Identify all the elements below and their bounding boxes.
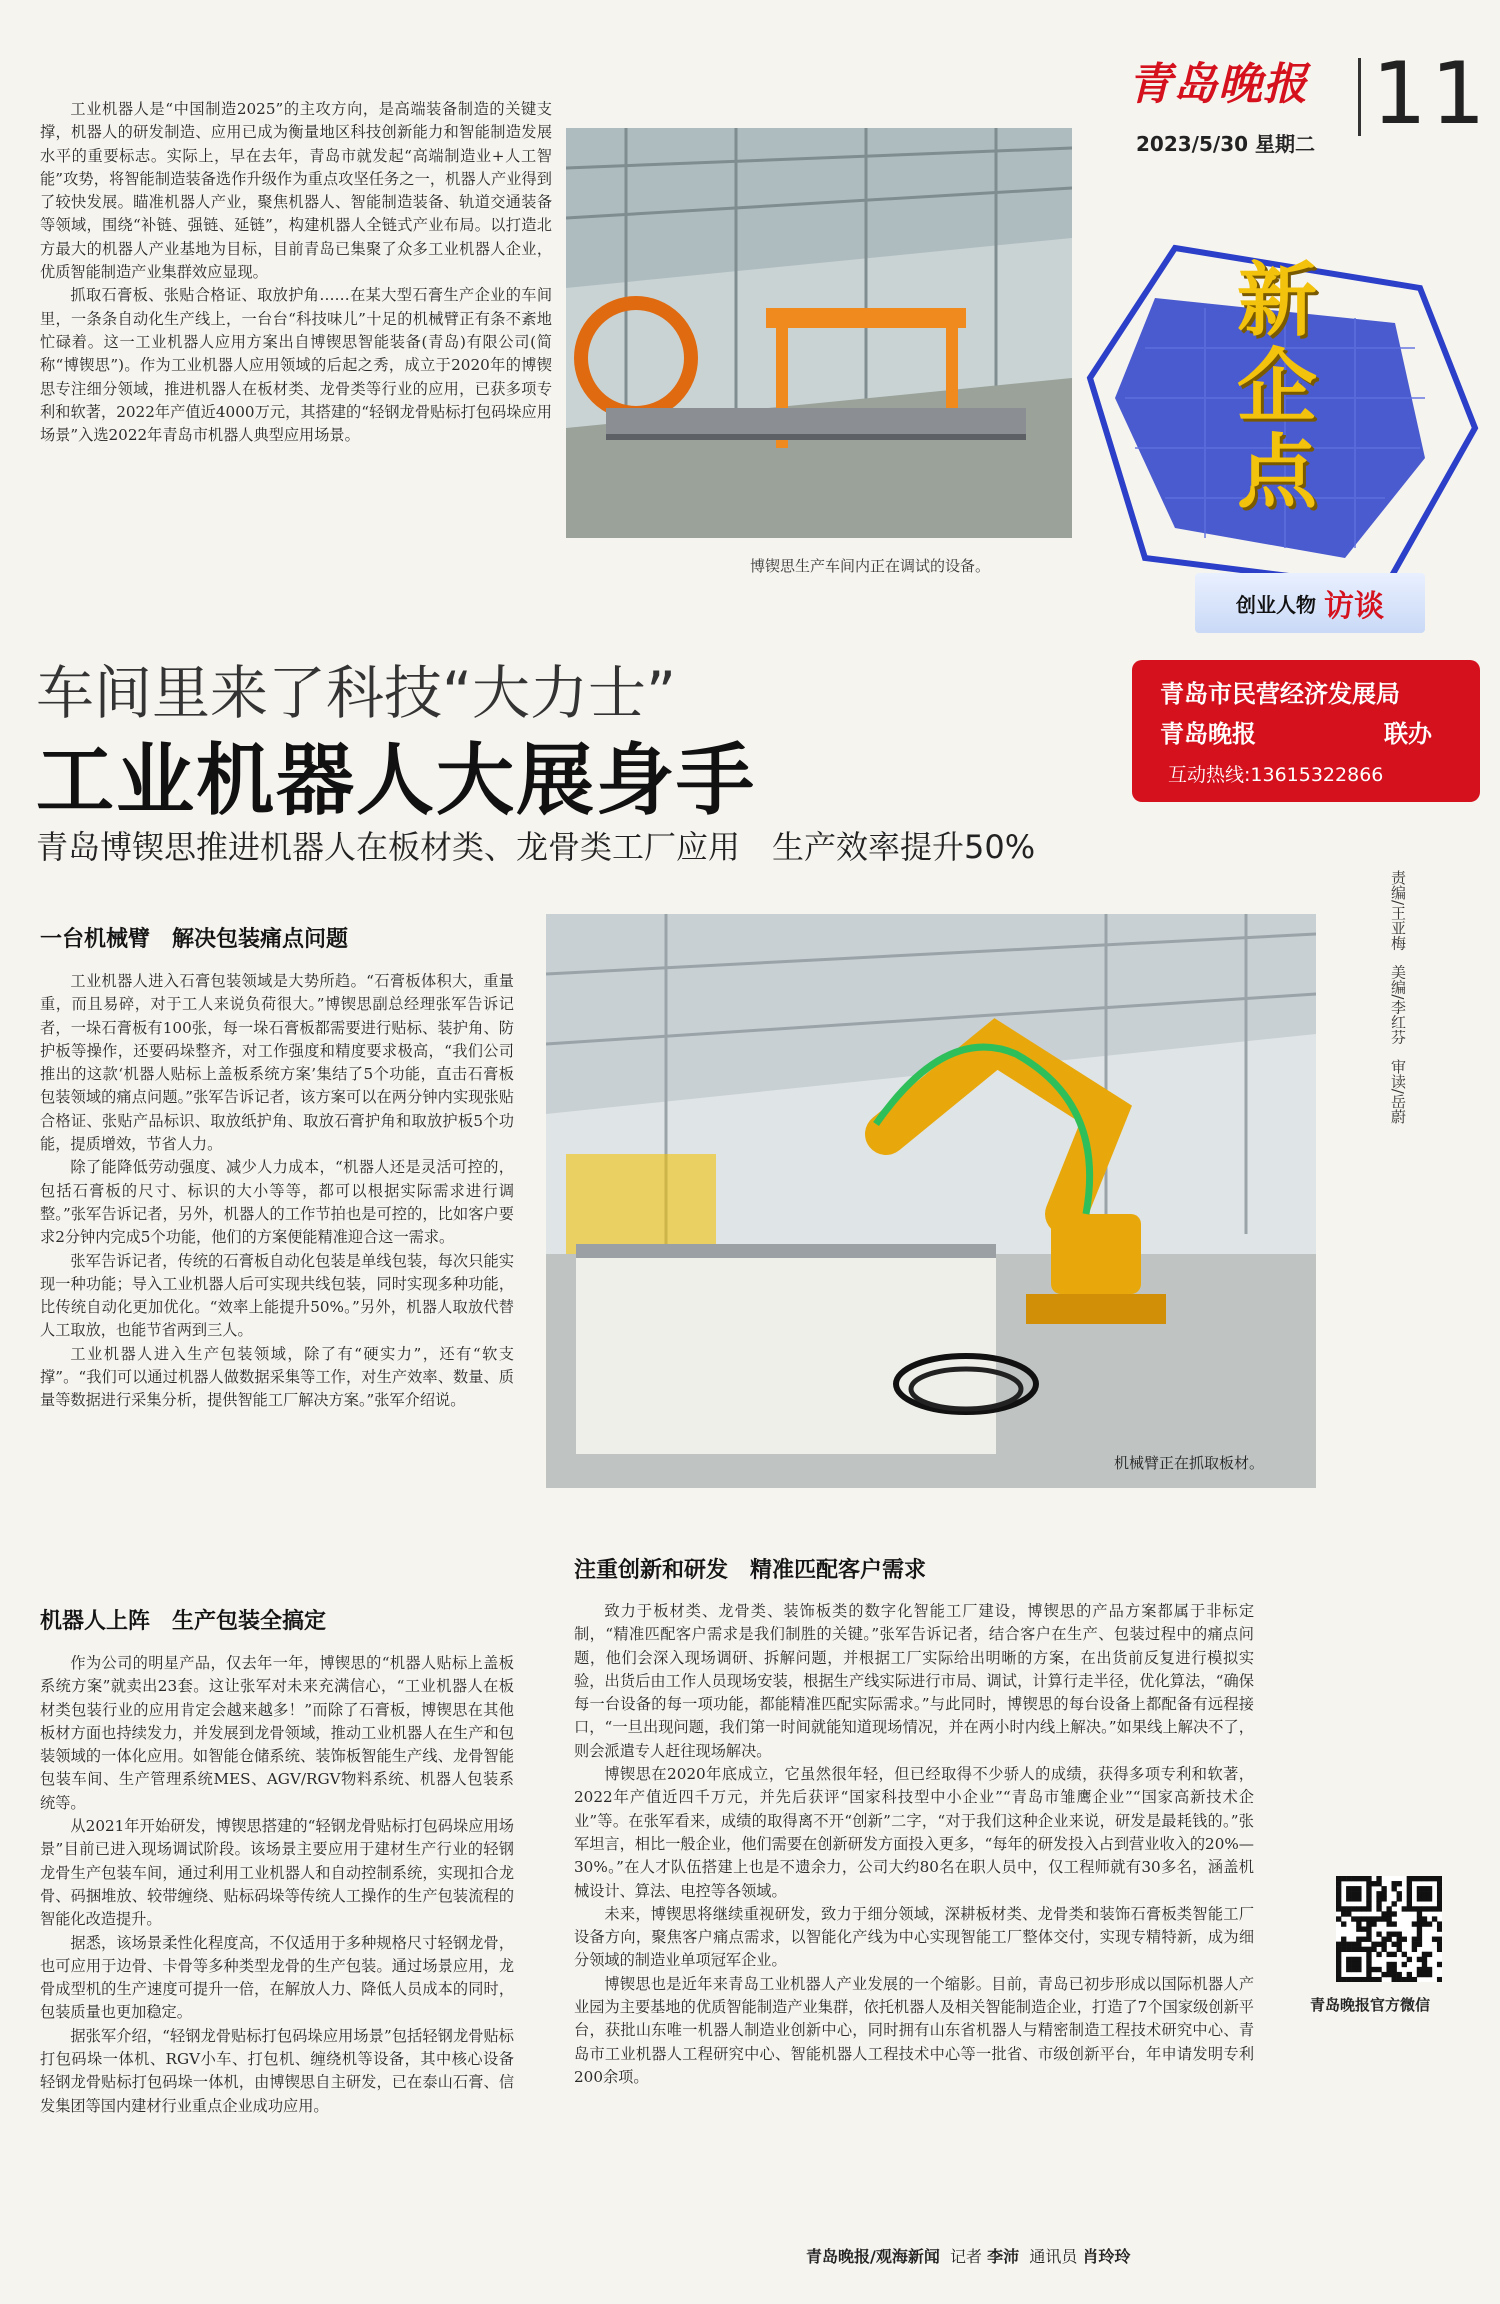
section1-text [40,970,514,1580]
column-a-label: 创业人物 [1236,592,1316,617]
page-number: 11 [1372,44,1490,144]
partner-line2-paper: 青岛晚报 [1160,720,1256,748]
section1-heading: 一台机械臂 解决包装痛点问题 [40,927,349,952]
partner-line1: 青岛市民营经济发展局 [1160,680,1400,708]
masthead-paper-name: 青岛晚报 [1128,59,1308,110]
section3-heading: 注重创新和研发 精准匹配客户需求 [574,1558,927,1583]
intro-paragraph-1: 工业机器人是“中国制造2025”的主攻方向，是高端装备制造的关键支撑，机器人的研发制造、应用已成为衡量地区科技创新能力和智能制造发展水平的重要标志。实际上，早在去年，青岛市就发起“高端制造业+人工智能”攻势，将智能制造装备选作升级作为重点攻坚任务之一，机器人产业得到了较快发展。瞄准机器人产业，聚焦机器人、智能制造装备、轨道交通装备等领域，围绕“补链、强链、延链”，构建机器人全链式产业布局。以打造北方最大的机器人产业基地为目标，目前青岛已集聚了众多工业机器人企业，优质智能制造产业集群效应显现。 [40,100,552,282]
column-b-label: 访谈 [1324,589,1384,624]
byline-source: 青岛晚报/观海新闻 [806,2247,940,2266]
section2-heading: 机器人上阵 生产包装全搞定 [40,1609,327,1634]
section3-paragraph-2: 博锲思在2020年底成立，它虽然很年轻，但已经取得不少骄人的成绩，获得多项专利和软著，2022年产值近四千万元，并先后获评“国家科技型中小企业”“青岛市雏鹰企业”“国家高新技术企业”等。在张军看来，成绩的取得离不开“创新”二字，“对于我们这种企业来说，研发是最耗钱的。”张军坦言，相比一般企业，他们需要在创新研发方面投入更多，“每年的研发投入占到营业收入的20%—30%。”在人才队伍搭建上也是不遗余力，公司大约80名在职人员中，仅工程师就有30多名，涵盖机械设计、算法、电控等各领域。 [574,1765,1254,1900]
headline-kicker: 车间里来了科技“大力士” [36,659,677,727]
headline-main: 工业机器人大展身手 [36,736,757,826]
section1-paragraph-1: 工业机器人进入石膏包装领域是大势所趋。“石膏板体积大，重量重，而且易碎，对于工人来说负荷很大。”博锲思副总经理张军告诉记者，一垛石膏板有100张，每一垛石膏板都需要进行贴标、装护角、防护板等操作，还要码垛整齐，对工作强度和精度要求极高，“我们公司推出的这款‘机器人贴标上盖板系统方案’集结了5个功能，直击石膏板包装领域的痛点问题。”张军告诉记者，该方案可以在两分钟内实现张贴合格证、张贴产品标识、取放纸护角、取放石膏护角和取放护板5个功能，提质增效，节省人力。 [40,972,514,1154]
credit-proofreader: 审读/岳蔚 [1389,1058,1407,1124]
section1-paragraph-2: 除了能降低劳动强度、减少人力成本，“机器人还是灵活可控的，包括石膏板的尺寸、标识的大小等等，都可以根据实际需求进行调整。”张军告诉记者，另外，机器人的工作节拍也是可控的，比如客户要求2分钟内完成5个功能，他们的方案便能精准迎合这一需求。 [40,1158,514,1247]
weekday-text: 星期二 [1255,132,1315,156]
sidebar-credits [1388,870,1408,1124]
badge-title: 新企点 [1237,254,1317,519]
section2-text [40,1652,514,2264]
credit-editor: 责编/王亚梅 [1389,870,1407,951]
section3-paragraph-3: 未来，博锲思将继续重视研发，致力于细分领域，深耕板材类、龙骨类和装饰石膏板类智能工厂设备方向，聚焦客户痛点需求，以智能化产线为中心实现智能工厂整体交付，实现专精特新，成为细分领域的制造业单项冠军企业。 [574,1904,1254,1970]
section1-paragraph-4: 工业机器人进入生产包装领域，除了有“硬实力”，还有“软支撑”。“我们可以通过机器人做数据采集等工作，对生产效率、数量、质量等数据进行采集分析，提供智能工厂解决方案。”张军介绍说。 [40,1344,514,1410]
masthead-date [1136,128,1315,157]
section2-paragraph-3: 据悉，该场景柔性化程度高，不仅适用于多种规格尺寸轻钢龙骨，也可应用于边骨、卡骨等多种类型龙骨的生产包装。通过场景应用，龙骨成型机的生产速度可提升一倍，在解放人力、降低人员成本的同时，包装质量也更加稳定。 [40,1933,514,2022]
photo1-caption: 博锲思生产车间内正在调试的设备。 [750,557,991,575]
qr-caption: 青岛晚报官方微信 [1310,1996,1431,2014]
section2-paragraph-1: 作为公司的明星产品，仅去年一年，博锲思的“机器人贴标上盖板系统方案”就卖出23套。这让张军对未来充满信心，“工业机器人在板材类包装行业的应用肯定会越来越多！”而除了石膏板，博锲思在其他板材方面也持续发力，并发展到龙骨领域，推动工业机器人在生产和包装领域的一体化应用。如智能仓储系统、装饰板智能生产线、龙骨智能包装车间、生产管理系统MES、AGV/RGV物料系统、机器人包装系统等。 [40,1654,514,1812]
robot-arm-photo [546,914,1316,1488]
partner-box [1132,660,1480,802]
photo2-caption: 机械臂正在抓取板材。 [1114,1454,1265,1472]
section2-paragraph-4: 据张军介绍，“轻钢龙骨贴标打包码垛应用场景”包括轻钢龙骨贴标打包码垛一体机、RGV小车、打包机、缠绕机等设备，其中核心设备轻钢龙骨贴标打包码垛一体机，由博锲思自主研发，已在泰山石膏、信发集团等国内建材行业重点企业成功应用。 [40,2026,514,2115]
partner-hotline: 互动热线:13615322866 [1168,764,1384,786]
section3-paragraph-4: 博锲思也是近年来青岛工业机器人产业发展的一个缩影。目前，青岛已初步形成以国际机器人产业园为主要基地的优质智能制造产业集群，依托机器人及相关智能制造企业，打造了7个国家级创新平台，获批山东唯一机器人制造业创新中心，同时拥有山东省机器人与精密制造工程技术研究中心、青岛市工业机器人工程研究中心、智能机器人工程技术中心等一批省、市级创新平台，年申请发明专利200余项。 [574,1974,1254,2086]
qr-code-icon[interactable] [1336,1876,1442,1982]
date-text: 2023/5/30 [1136,132,1249,156]
byline-reporter-label: 记者 [950,2247,983,2266]
masthead-divider [1358,58,1361,136]
factory-photo [566,128,1072,538]
intro-text [40,98,552,584]
intro-paragraph-2: 抓取石膏板、张贴合格证、取放护角……在某大型石膏生产企业的车间里，一条条自动化生产线上，一台台“科技味儿”十足的机械臂正有条不紊地忙碌着。这一工业机器人应用方案出自博锲思智能装备(青岛)有限公司(简称“博锲思”)。作为工业机器人应用领域的后起之秀，成立于2020年的博锲思专注细分领域，推进机器人在板材类、龙骨类等行业的应用，已获多项专利和软著，2022年产值近4000万元，其搭建的“轻钢龙骨贴标打包码垛应用场景”入选2022年青岛市机器人典型应用场景。 [40,286,552,445]
byline [806,2244,1130,2267]
byline-reporter: 李沛 [987,2247,1020,2266]
interview-banner [1195,573,1425,633]
section1-paragraph-3: 张军告诉记者，传统的石膏板自动化包装是单线包装，每次只能实现一种功能；导入工业机器人后可实现共线包装，同时实现多种功能，比传统自动化更加优化。“效率上能提升50%。”另外，机器人取放代替人工取放，也能节省两到三人。 [40,1251,514,1340]
partner-line2-join: 联办 [1384,720,1432,748]
section3-text [574,1600,1254,2240]
section2-paragraph-2: 从2021年开始研发，博锲思搭建的“轻钢龙骨贴标打包码垛应用场景”目前已进入现场调试阶段。该场景主要应用于建材生产行业的轻钢龙骨生产包装车间，通过利用工业机器人和自动控制系统，实现扣合龙骨、码捆堆放、较带缠绕、贴标码垛等传统人工操作的生产包装流程的智能化改造提升。 [40,1817,514,1929]
headline-deck: 青岛博锲思推进机器人在板材类、龙骨类工厂应用 生产效率提升50% [36,828,1036,866]
credit-designer: 美编/李红芬 [1389,964,1407,1045]
byline-correspondent: 肖玲玲 [1082,2247,1131,2266]
section3-paragraph-1: 致力于板材类、龙骨类、装饰板类的数字化智能工厂建设，博锲思的产品方案都属于非标定制，“精准匹配客户需求是我们制胜的关键。”张军告诉记者，结合客户在生产、包装过程中的痛点问题，他们会深入现场调研、拆解问题，并根据工厂实际给出明晰的方案，在出货前反复进行模拟实验，出货后由工作人员现场安装，根据生产线实际进行市局、调试，计算行走半径，优化算法，“确保每一台设备的每一项功能，都能精准匹配实际需求。”与此同时，博锲思的每台设备上都配备有远程接口，“一旦出现问题，我们第一时间就能知道现场情况，并在两小时内线上解决。”如果线上解决不了，则会派遣专人赶往现场解决。 [574,1602,1254,1760]
byline-correspondent-label: 通讯员 [1029,2247,1078,2266]
